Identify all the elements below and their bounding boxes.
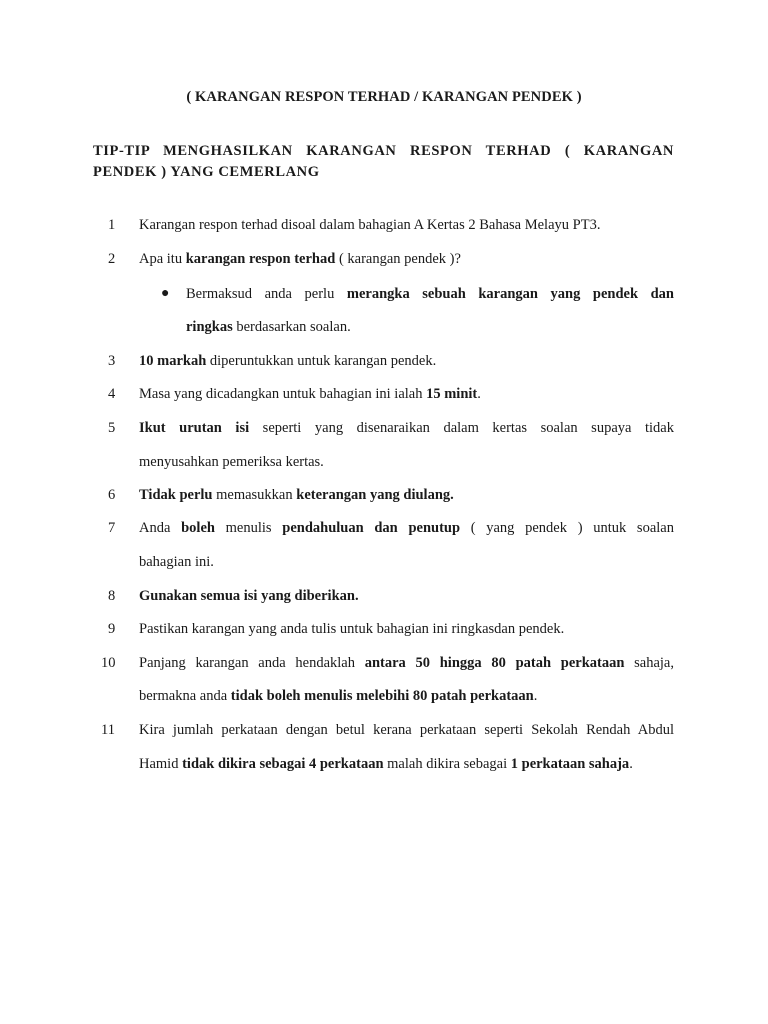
item-text-line1: Ikut urutan isi seperti yang disenaraikan dalam kertas soalan supaya tidak (139, 420, 674, 436)
item-number: 10 (101, 655, 116, 671)
bullet-icon: ● (161, 286, 170, 301)
item-number: 1 (108, 217, 116, 233)
item-text-line1: Panjang karangan anda hendaklah antara 50 hingga 80 patah perkataan sahaja, (139, 655, 674, 671)
item-text-line2: Hamid tidak dikira sebagai 4 perkataan malah dikira sebagai 1 perkataan sahaja. (139, 756, 633, 772)
item-text: Gunakan semua isi yang diberikan. (139, 588, 359, 604)
item-number: 7 (108, 520, 116, 536)
item-text-line1: Kira jumlah perkataan dengan betul kerana perkataan seperti Sekolah Rendah Abdul (139, 722, 674, 738)
page-title: ( KARANGAN RESPON TERHAD / KARANGAN PENDEK ) (186, 89, 582, 105)
item-number: 6 (108, 487, 116, 503)
item-text: Tidak perlu memasukkan keterangan yang diulang. (139, 487, 454, 503)
bullet-text-line1: Bermaksud anda perlu merangka sebuah karangan yang pendek dan (186, 286, 674, 302)
item-text: Masa yang dicadangkan untuk bahagian ini ialah 15 minit. (139, 386, 481, 402)
item-text-line2: menyusahkan pemeriksa kertas. (139, 454, 324, 470)
bullet-text-line2: ringkas berdasarkan soalan. (186, 319, 351, 335)
item-text: Karangan respon terhad disoal dalam bahagian A Kertas 2 Bahasa Melayu PT3. (139, 217, 601, 233)
item-text: 10 markah diperuntukkan untuk karangan pendek. (139, 353, 437, 369)
item-number: 2 (108, 251, 116, 267)
item-number: 8 (108, 588, 116, 604)
item-text-line2: bermakna anda tidak boleh menulis melebihi 80 patah perkataan. (139, 688, 538, 704)
item-text: Pastikan karangan yang anda tulis untuk bahagian ini ringkasdan pendek. (139, 621, 565, 637)
item-text-line1: Anda boleh menulis pendahuluan dan penutup ( yang pendek ) untuk soalan (139, 520, 674, 536)
item-number: 5 (108, 420, 116, 436)
item-number: 11 (101, 722, 115, 738)
item-text: Apa itu karangan respon terhad ( karangan pendek )? (139, 251, 461, 267)
item-text-line2: bahagian ini. (139, 554, 214, 570)
section-heading: TIP-TIP MENGHASILKAN KARANGAN RESPON TERHAD ( KARANGAN PENDEK ) YANG CEMERLANG (93, 143, 674, 180)
item-number: 3 (108, 353, 116, 369)
item-number: 4 (108, 386, 116, 402)
item-number: 9 (108, 621, 116, 637)
